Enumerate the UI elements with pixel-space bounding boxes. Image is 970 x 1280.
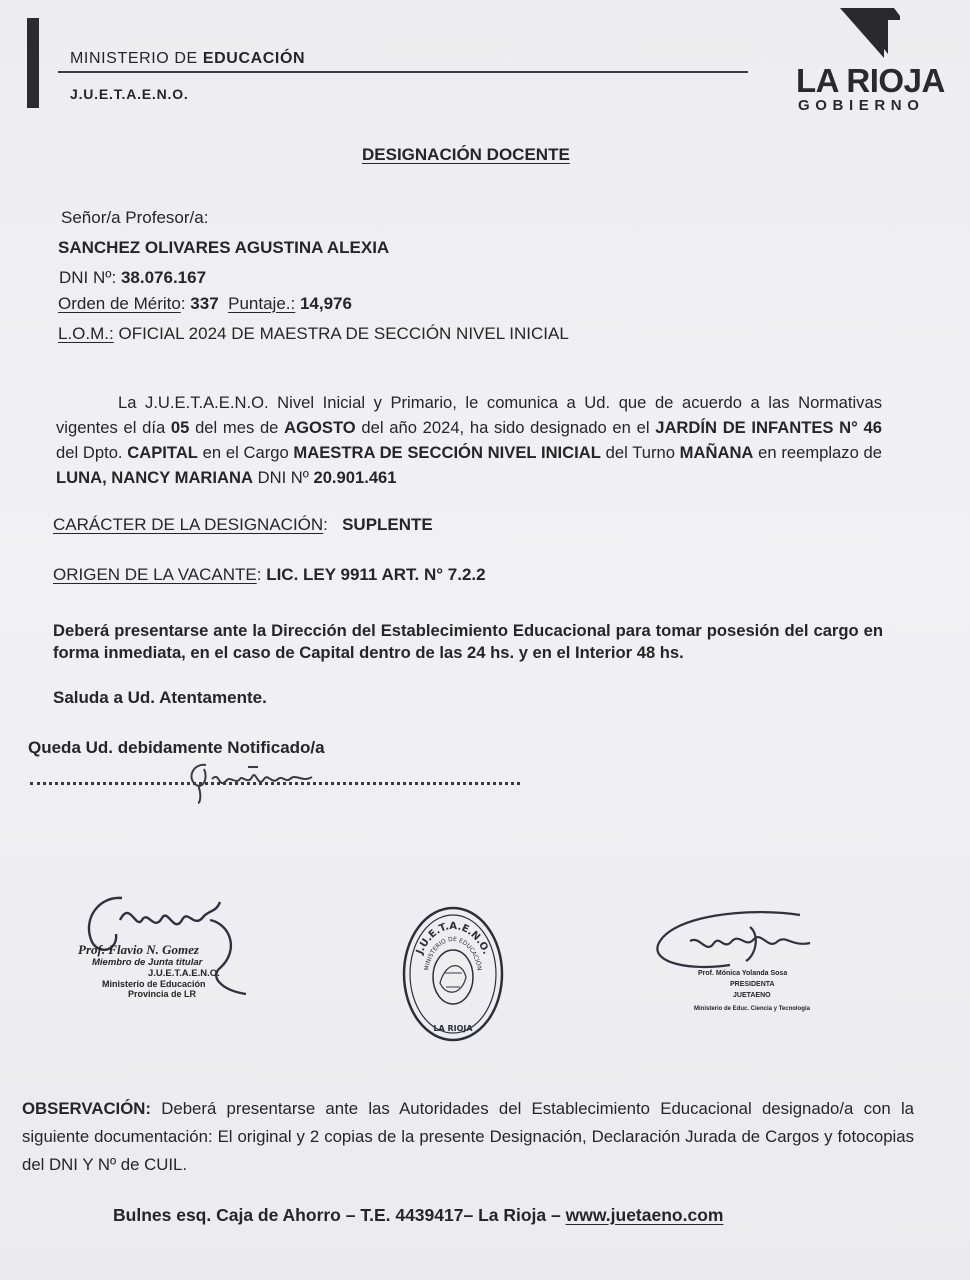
- notified-line: Queda Ud. debidamente Notificado/a: [28, 738, 325, 757]
- left-signer-role-2: J.U.E.T.A.E.N.O.: [148, 968, 220, 979]
- logo-name: LA RIOJA: [796, 62, 945, 99]
- closing-line: Saluda a Ud. Atentamente.: [53, 688, 267, 707]
- header-side-bar: [27, 18, 39, 108]
- left-signer-role-1: Miembro de Junta titular: [92, 957, 203, 968]
- lom-value: OFICIAL 2024 DE MAESTRA DE SECCIÓN NIVEL INICIAL: [118, 324, 569, 343]
- merit-line: Orden de Mérito: 337 Puntaje.: 14,976: [58, 294, 352, 313]
- origin-label: ORIGEN DE LA VACANTE: [53, 565, 257, 584]
- footer-address: Bulnes esq. Caja de Ahorro – T.E. 4439417– La Rioja – www.juetaeno.com: [113, 1205, 724, 1225]
- la-rioja-logo-icon: [838, 6, 902, 62]
- origin-line: ORIGEN DE LA VACANTE: LIC. LEY 9911 ART. N° 7.2.2: [53, 565, 486, 584]
- right-signer-name: Prof. Mónica Yolanda Sosa: [698, 970, 788, 977]
- left-signer-name: Prof. Flavio N. Gomez: [78, 942, 199, 957]
- score-label: Puntaje.:: [228, 294, 296, 313]
- official-seal-icon: [400, 903, 506, 1045]
- logo-subtitle: GOBIERNO: [798, 97, 925, 114]
- salutation: Señor/a Profesor/a:: [61, 208, 209, 227]
- observation-label: OBSERVACIÓN:: [22, 1099, 151, 1118]
- position-name: MAESTRA DE SECCIÓN NIVEL INICIAL: [293, 443, 601, 462]
- dni-value: 38.076.167: [120, 268, 207, 287]
- origin-value: LIC. LEY 9911 ART. N° 7.2.2: [266, 565, 486, 584]
- school-name: JARDÍN DE INFANTES N° 46: [655, 418, 882, 437]
- left-signer-role-3: Ministerio de Educación: [102, 979, 206, 989]
- ministry-name: MINISTERIO DE EDUCACIÓN: [70, 50, 306, 67]
- merit-label: Orden de Mérito: [58, 294, 181, 313]
- svg-text:J.U.E.T.A.E.N.O.: J.U.E.T.A.E.N.O.: [414, 920, 492, 957]
- replaced-name: LUNA, NANCY MARIANA: [56, 468, 253, 487]
- lom-label: L.O.M.:: [58, 324, 114, 343]
- right-signer-role-2: JUETAENO: [733, 992, 771, 999]
- body-paragraph: La J.U.E.T.A.E.N.O. Nivel Inicial y Primario, le comunica a Ud. que de acuerdo a las Normativas vigentes el día 05 del mes de AGOSTO del año 2024, ha sido designado en el JARDÍN DE INFANTES N° 46 del Dpto. CAPITAL en el Cargo MAESTRA DE SECCIÓN NIVEL INICIAL del Turno MAÑANA en reemplazo de LUNA, NANCY MARIANA DNI Nº 20.901.461: [56, 393, 882, 487]
- svg-text:MINISTERIO DE EDUCACIÓN: MINISTERIO DE EDUCACIÓN: [423, 935, 483, 972]
- lom-line: [58, 324, 569, 344]
- recipient-signature-icon: [178, 755, 328, 805]
- score-value: 14,976: [299, 294, 352, 313]
- right-signer-role-3: Ministerio de Educ. Ciencia y Tecnología: [694, 1006, 810, 1012]
- character-value: SUPLENTE: [342, 515, 433, 534]
- instruction-paragraph: Deberá presentarse ante la Dirección del Establecimiento Educacional para tomar posesión del cargo en forma inmediata, en el caso de Capital dentro de las 24 hs. y en el Interior 48 hs.: [53, 621, 883, 662]
- character-line: CARÁCTER DE LA DESIGNACIÓN: SUPLENTE: [53, 515, 433, 534]
- left-signer-role-4: Provincia de LR: [128, 989, 197, 999]
- character-label: CARÁCTER DE LA DESIGNACIÓN: [53, 515, 324, 534]
- merit-value: 337: [190, 294, 219, 313]
- replaced-dni: 20.901.461: [313, 468, 397, 487]
- recipient-dni: [59, 268, 206, 288]
- dni-label: DNI Nº:: [59, 268, 117, 287]
- board-name: J.U.E.T.A.E.N.O.: [70, 86, 189, 102]
- recipient-name: SANCHEZ OLIVARES AGUSTINA ALEXIA: [58, 238, 390, 257]
- header-rule: [58, 71, 748, 73]
- svg-text:LA RIOJA: LA RIOJA: [433, 1024, 473, 1033]
- observation-text: Deberá presentarse ante las Autoridades del Establecimiento Educacional designado/a con la siguiente documentación: El original y 2 copias de la presente Designación, Declaración Jurada de Cargos y fotocopias del DNI Y Nº de CUIL.: [22, 1099, 915, 1174]
- observation-paragraph: [22, 1095, 914, 1179]
- right-signer-role-1: PRESIDENTA: [730, 981, 775, 988]
- footer-website-link[interactable]: www.juetaeno.com: [565, 1205, 724, 1225]
- document-title: DESIGNACIÓN DOCENTE: [362, 145, 570, 164]
